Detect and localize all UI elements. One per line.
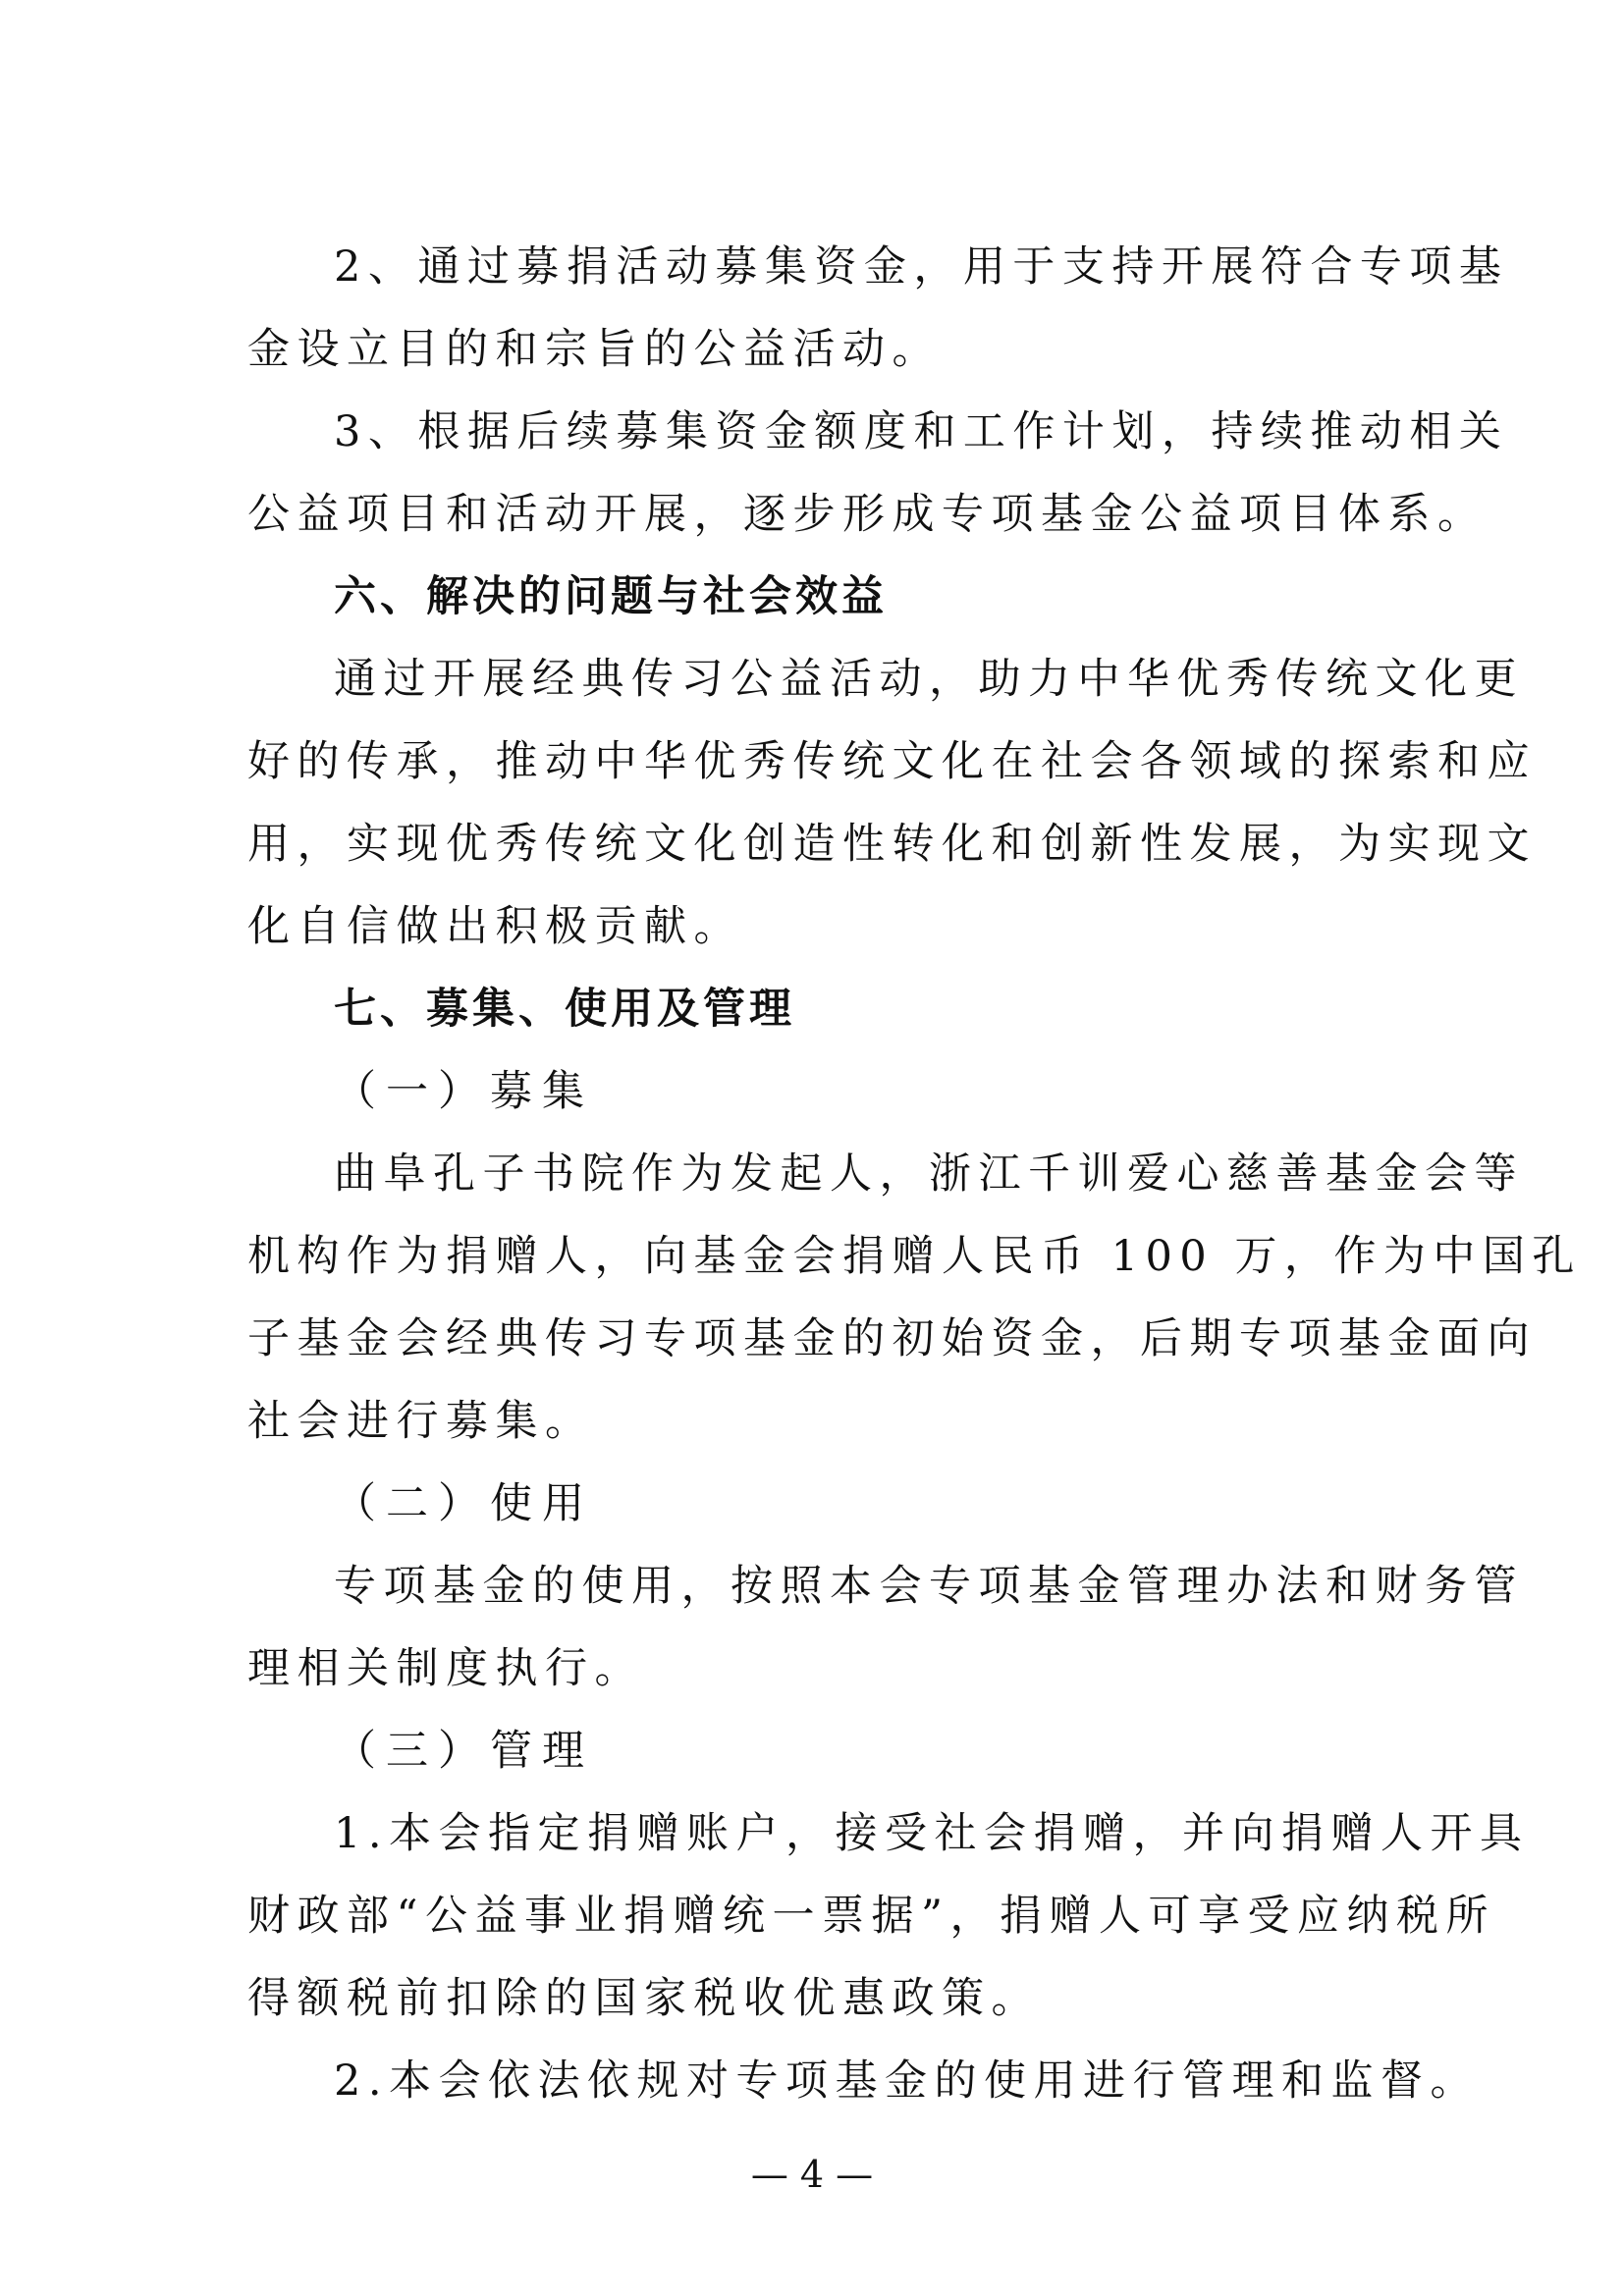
paragraph-line: 曲阜孔子书院作为发起人，浙江千训爱心慈善基金会等 [334, 1149, 1524, 1199]
paragraph-line: 3、根据后续募集资金额度和工作计划，持续推动相关 [334, 407, 1509, 456]
paragraph-line: 2.本会依法依规对专项基金的使用进行管理和监督。 [334, 2056, 1481, 2106]
paragraph-line: 1.本会指定捐赠账户，接受社会捐赠，并向捐赠人开具 [334, 1809, 1530, 1858]
paragraph-line: 机构作为捐赠人，向基金会捐赠人民币 100 万，作为中国孔 [247, 1232, 1582, 1281]
subsection-heading: （一）募集 [334, 1067, 594, 1116]
paragraph-line: 用，实现优秀传统文化创造性转化和创新性发展，为实现文 [247, 820, 1537, 869]
paragraph-line: 社会进行募集。 [247, 1397, 595, 1446]
page-number: — 4 — [750, 2153, 874, 2196]
subsection-heading: （三）管理 [334, 1727, 594, 1776]
paragraph-line: 子基金会经典传习专项基金的初始资金，后期专项基金面向 [247, 1314, 1537, 1363]
paragraph-line: 化自信做出积极贡献。 [247, 902, 743, 951]
paragraph-line: 专项基金的使用，按照本会专项基金管理办法和财务管 [334, 1562, 1524, 1611]
section-heading: 七、募集、使用及管理 [334, 985, 795, 1034]
paragraph-line: 2、通过募捐活动募集资金，用于支持开展符合专项基 [334, 242, 1509, 292]
paragraph-line: 得额税前扣除的国家税收优惠政策。 [247, 1974, 1041, 2023]
section-heading: 六、解决的问题与社会效益 [334, 572, 888, 621]
paragraph-line: 金设立目的和宗旨的公益活动。 [247, 325, 942, 374]
paragraph-line: 通过开展经典传习公益活动，助力中华优秀传统文化更 [334, 655, 1524, 704]
subsection-heading: （二）使用 [334, 1479, 594, 1528]
paragraph-line: 公益项目和活动开展，逐步形成专项基金公益项目体系。 [247, 490, 1488, 539]
paragraph-line: 好的传承，推动中华优秀传统文化在社会各领域的探索和应 [247, 737, 1537, 786]
paragraph-line: 财政部“公益事业捐赠统一票据”，捐赠人可享受应纳税所 [247, 1892, 1495, 1941]
paragraph-line: 理相关制度执行。 [247, 1644, 644, 1693]
